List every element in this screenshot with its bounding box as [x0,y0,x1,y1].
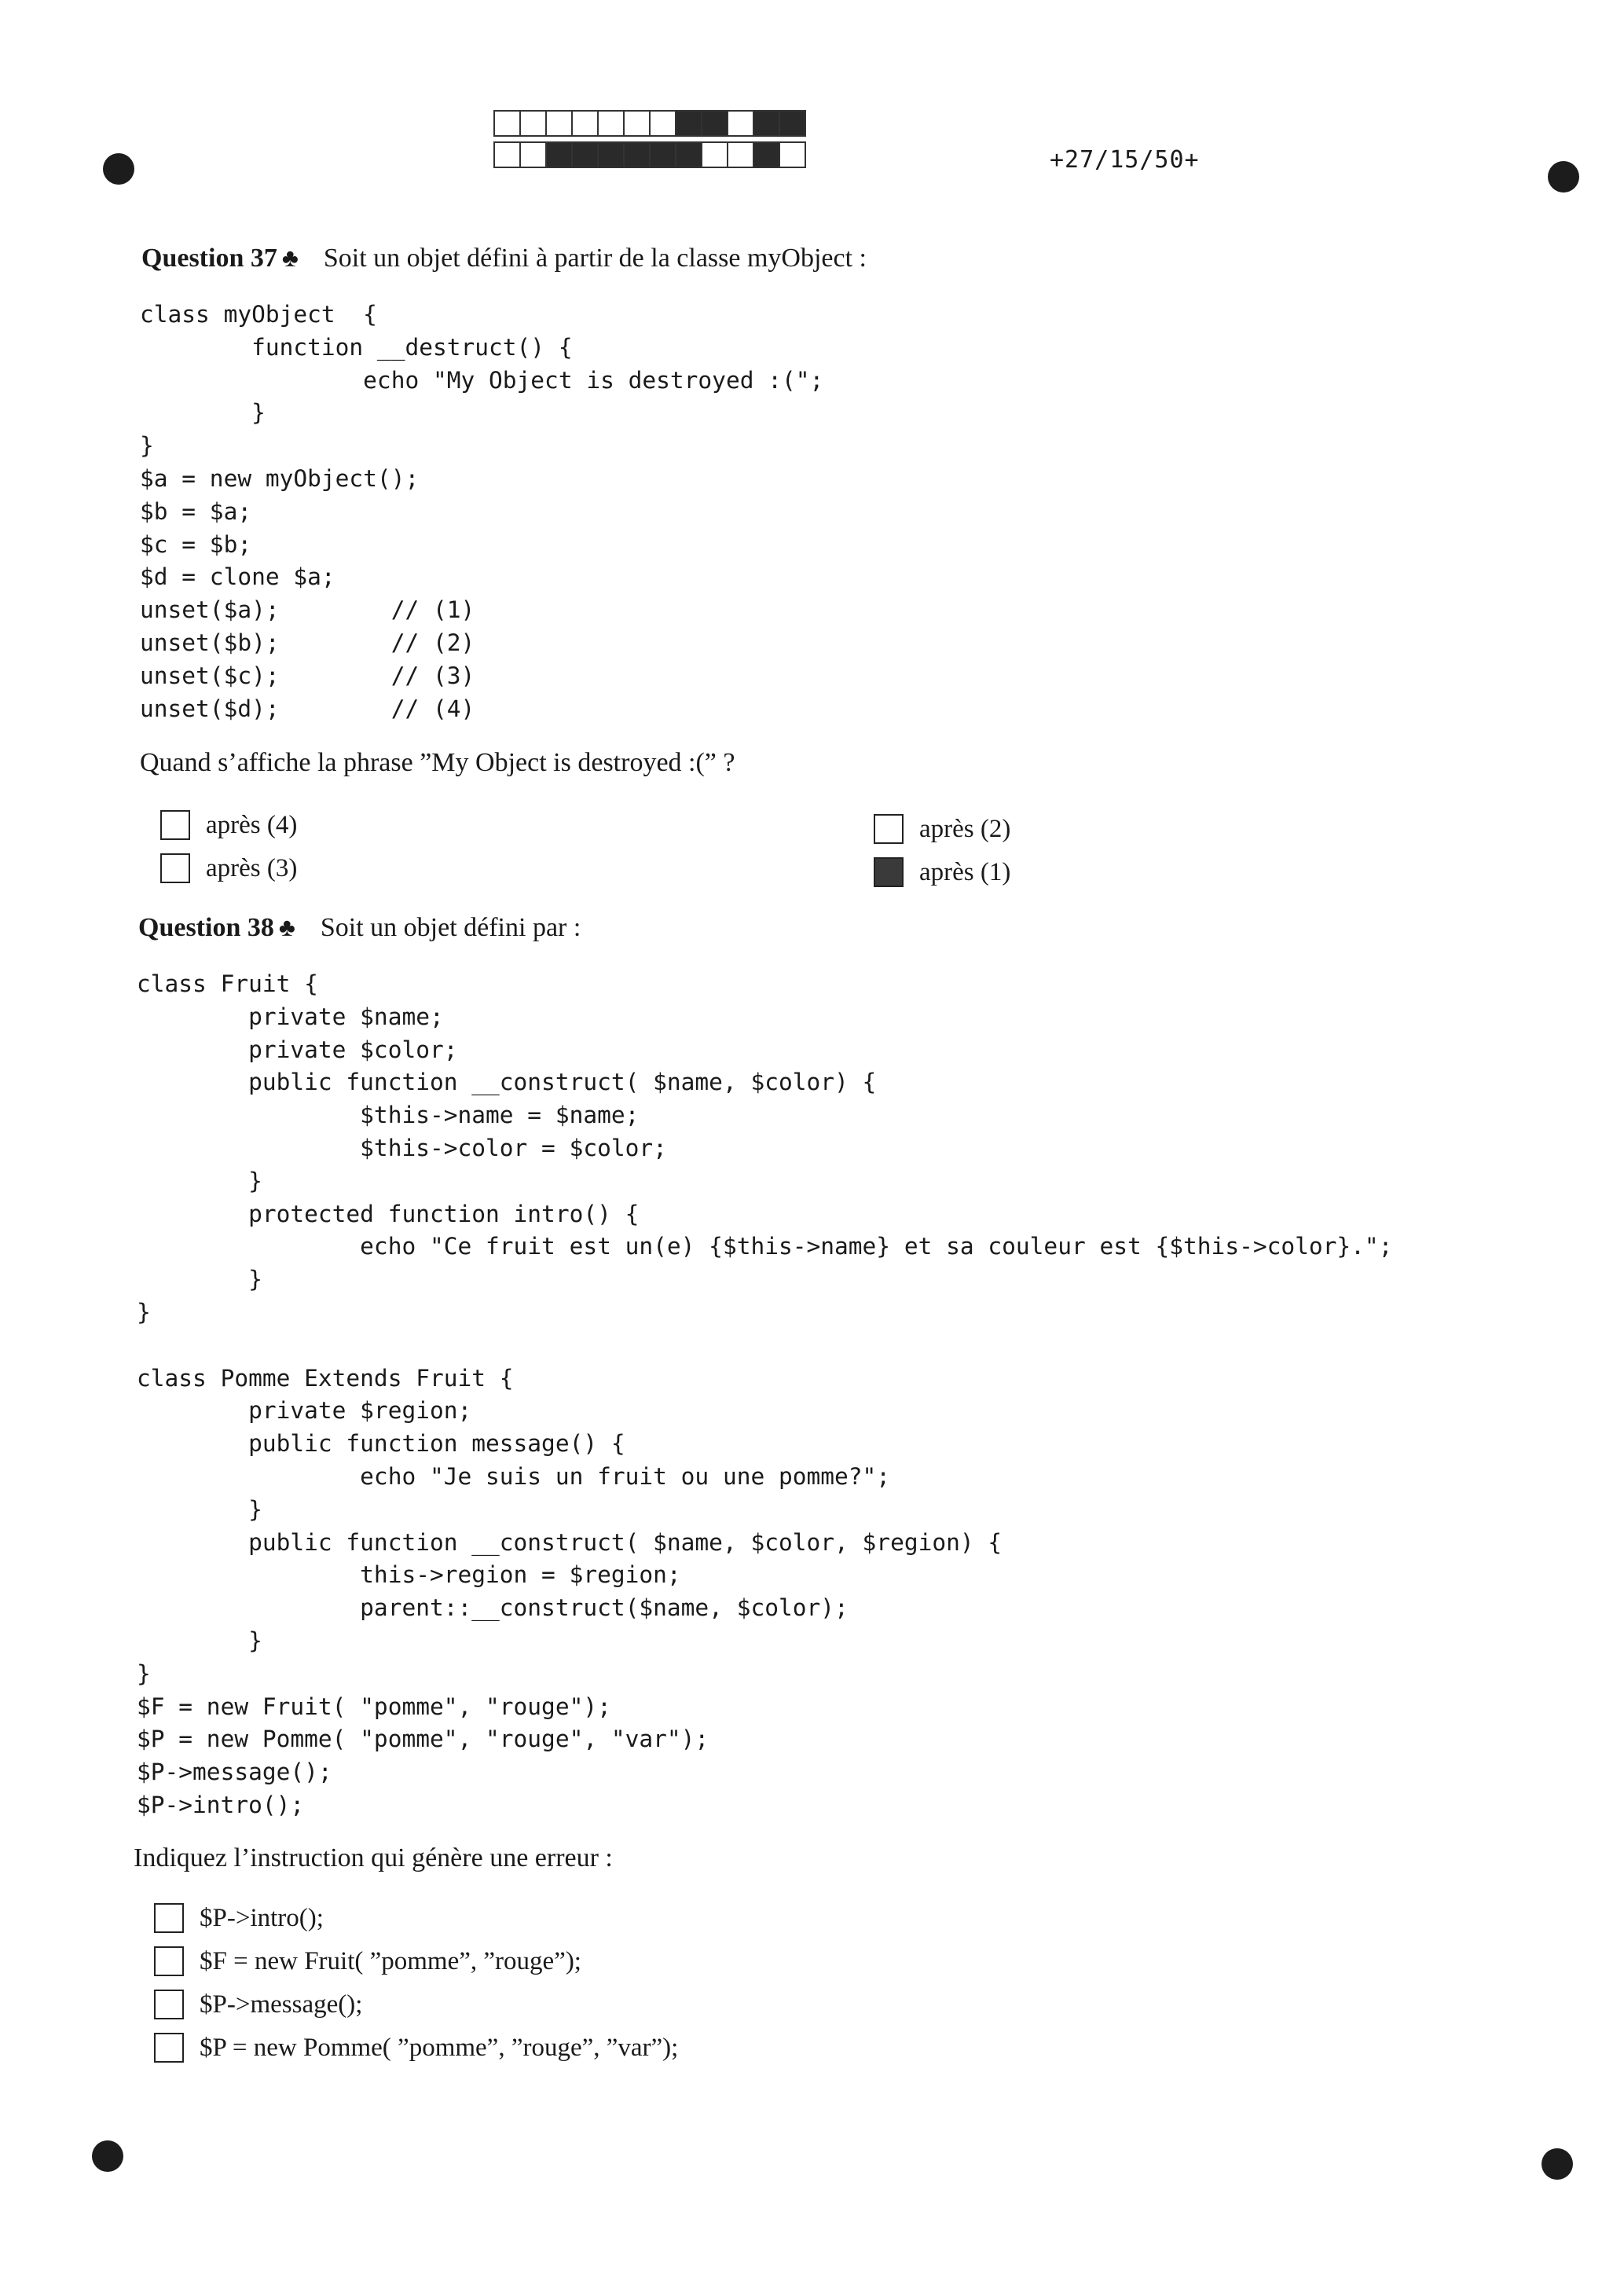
corner-marker-bottom-right [1542,2148,1573,2180]
barcode-cell [779,141,806,168]
question-37-prompt: Quand s’affiche la phrase ”My Object is destroyed :(” ? [140,748,735,777]
barcode-cell [675,141,702,168]
checkbox[interactable] [154,1903,184,1933]
q37-option-3[interactable] [874,814,1010,844]
barcode-cell [649,110,676,137]
q38-option-2[interactable] [154,1946,581,1976]
barcode-cell [519,141,547,168]
q38-option-4[interactable] [154,2033,678,2063]
question-37-title [141,244,867,273]
q37-option-2[interactable] [160,853,297,883]
barcode-cell [727,110,754,137]
option-label: après (3) [206,853,298,882]
checkbox[interactable] [874,857,904,887]
checkbox[interactable] [154,2033,184,2063]
q37-option-4[interactable] [874,857,1010,887]
barcode-cell [493,141,521,168]
barcode-cell [597,141,625,168]
q38-option-3[interactable] [154,1990,362,2019]
checkbox[interactable] [160,810,190,840]
barcode-cell [727,141,754,168]
barcode-cell [545,110,573,137]
barcode-cell [675,110,702,137]
barcode-cell [701,110,728,137]
barcode-cell [545,141,573,168]
barcode-cell [571,110,599,137]
checkbox[interactable] [874,814,904,844]
barcode-cell [623,110,651,137]
barcode-cell [493,110,521,137]
barcode-cell [519,110,547,137]
corner-marker-top-right [1548,161,1579,193]
question-38-code: class Fruit { private $name; private $color; public function __construct( $name, $color) { $this->name = $name; $this->color = $color; } protected function intro() { echo "Ce fruit est un(e) {$this->name} et sa couleur est {$this->color}."; } } class Pomme Extends Fruit { private $region; public function message() { echo "Je suis un fruit ou une pomme?"; } public function __construct( $name, $color, $region) { this->region = $region; parent::__construct($name, $color); } } $F = new Fruit( "pomme", "rouge"); $P = new Pomme( "pomme", "rouge", "var"); $P->message(); $P->intro(); [137,970,1393,1818]
club-icon: ♣ [278,913,295,941]
q38-option-1[interactable] [154,1903,324,1933]
barcode-cell [649,141,676,168]
option-label: $F = new Fruit( ”pomme”, ”rouge”); [200,1946,581,1975]
barcode-cell [571,141,599,168]
option-label: après (1) [919,857,1011,886]
option-label: $P->message(); [200,1990,363,2019]
barcode-cell [701,141,728,168]
option-label: après (4) [206,810,298,839]
option-label: après (2) [919,814,1011,843]
option-label: $P = new Pomme( ”pomme”, ”rouge”, ”var”); [200,2033,679,2062]
corner-marker-top-left [103,153,134,185]
checkbox[interactable] [154,1990,184,2019]
option-label: $P->intro(); [200,1903,324,1932]
question-number: Question 38 [138,913,274,942]
barcode-cell [597,110,625,137]
question-number: Question 37 [141,244,277,273]
barcode-cell [623,141,651,168]
page-id: +27/15/50+ [1050,146,1200,174]
corner-marker-bottom-left [92,2140,123,2172]
question-title-text: Soit un objet défini par : [320,913,581,942]
checkbox[interactable] [154,1946,184,1976]
barcode-cell [753,110,780,137]
question-38-title [138,913,581,943]
question-38-prompt: Indiquez l’instruction qui génère une erreur : [134,1843,613,1872]
question-37-code: class myObject { function __destruct() { echo "My Object is destroyed :("; } } $a = new myObject(); $b = $a; $c = $b; $d = clone $a; unset($a); // (1) unset($b); // (2) unset($c); // (3) unset($d); // (4) [140,301,824,722]
checkbox[interactable] [160,853,190,883]
club-icon: ♣ [281,244,299,272]
barcode-cell [779,110,806,137]
q37-option-1[interactable] [160,810,297,840]
question-title-text: Soit un objet défini à partir de la classe myObject : [323,244,867,273]
barcode-cell [753,141,780,168]
